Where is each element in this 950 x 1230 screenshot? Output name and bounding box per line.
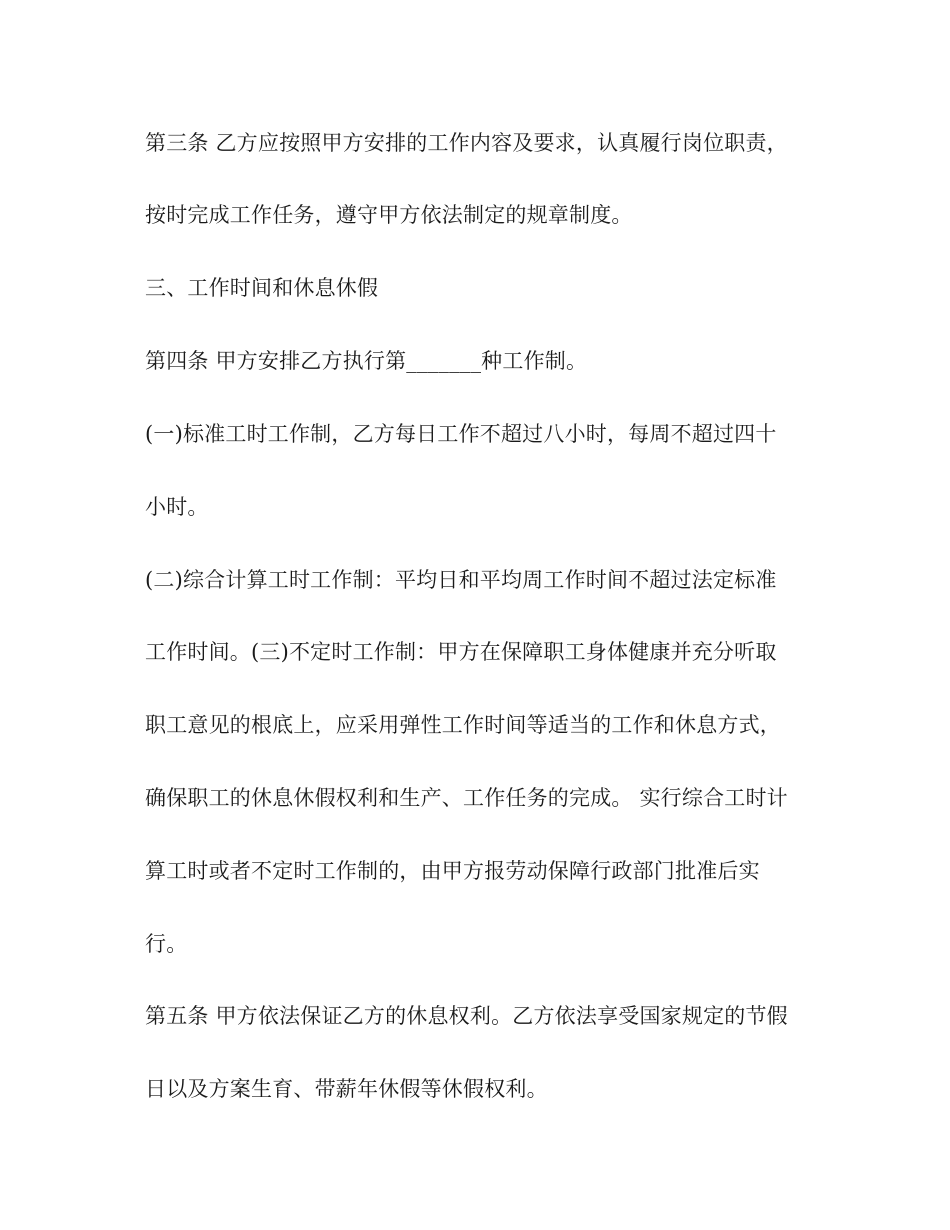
article-3-line-1: 第三条 乙方应按照甲方安排的工作内容及要求，认真履行岗位职责，	[145, 131, 788, 155]
item-1-line-2: 小时。	[145, 495, 209, 519]
item-2-line-2: 工作时间。(三)不定时工作制：甲方在保障职工身体健康并充分听取	[145, 640, 777, 664]
article-5-line-2: 日以及方案生育、带薪年休假等休假权利。	[145, 1077, 548, 1101]
item-3-line-1: 职工意见的根底上，应采用弹性工作时间等适当的工作和休息方式，	[145, 713, 781, 737]
article-5-line-1: 第五条 甲方依法保证乙方的休息权利。乙方依法享受国家规定的节假	[145, 1004, 788, 1028]
item-3-line-4: 行。	[145, 932, 188, 956]
item-1-line-1: (一)标准工时工作制，乙方每日工作不超过八小时，每周不超过四十	[145, 422, 777, 446]
article-4-line-1: 第四条 甲方安排乙方执行第_______种工作制。	[145, 349, 588, 373]
item-2-line-1: (二)综合计算工时工作制：平均日和平均周工作时间不超过法定标准	[145, 568, 777, 592]
item-3-line-2: 确保职工的休息休假权利和生产、工作任务的完成。 实行综合工时计	[145, 786, 788, 810]
item-3-line-3: 算工时或者不定时工作制的，由甲方报劳动保障行政部门批准后实	[145, 859, 760, 883]
section-3-heading: 三、工作时间和休息休假	[145, 276, 379, 300]
article-3-line-2: 按时完成工作任务，遵守甲方依法制定的规章制度。	[145, 203, 633, 227]
